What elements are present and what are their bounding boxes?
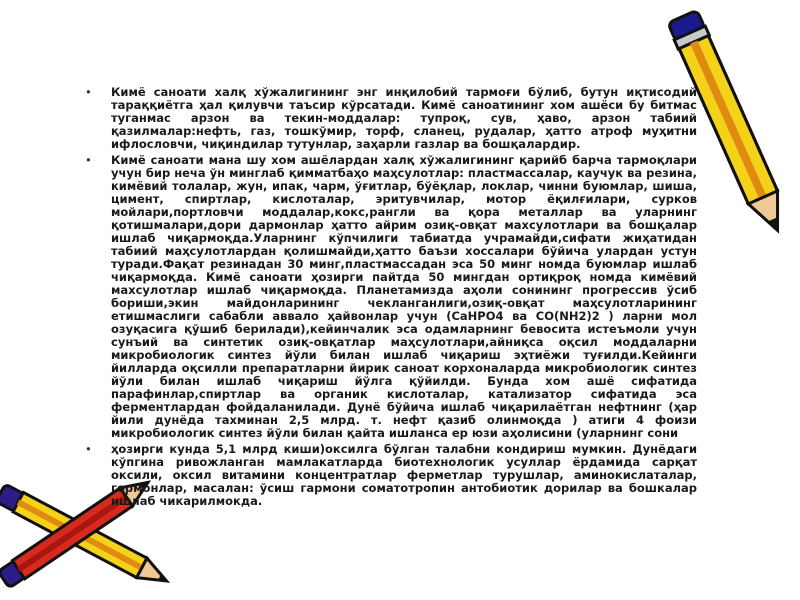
bullet-marker: •	[85, 85, 92, 99]
bullet-marker: •	[85, 442, 92, 456]
paragraph-3	[85, 443, 697, 508]
bullet-marker: •	[85, 153, 92, 167]
paragraph-text: ҳозирги кунда 5,1 млрд киши)оксилга бўлган талабни кондириш мумкин. Дунёдаги кўпгина ривожланган мамлакатларда биотехнологик усуллар ёрдамида сарқат оксили, оксил витамини концентратлар ферметлар турушлар, аминокислаталар, гормонлар, масалан: ўсиш гармони соматотропин антобиотик дорилар ва бошкалар ишлаб чикарилмокда.	[111, 442, 697, 508]
paragraph-text: Кимё саноати мана шу хом ашёлардан халқ хўжалигининг қарийб барча тармоқлари учун бир неча ўн минглаб қимматбаҳо маҳсулотлар: пластмассалар, каучук ва резина, кимёвий толалар, жун, ипак, чарм, ўғитлар, бўёқлар, локлар, чинни буюмлар, шиша, цимент, спиртлар, кислоталар, эритувчилар, мотор ёқилғилари, сурков мойлари,портловчи моддалар,кокс,рангли ва қора металлар ва уларнинг қотишмалари,дори дармонлар ҳатто айрим озиқ-овқат махсулотлари ва бошқалар ишлаб чиқармоқда.Уларнинг кўпчилиги табиатда учрамайди,сифати жиҳатидан табиий маҳсулотлардан қолишмайди,ҳатто баъзи хоссалари бўйича улардан устун туради.Фақат резинадан 30 минг,пластмассадан эса 50 минг номда буюмлар ишлаб чиқармоқда. Кимё саноати ҳозирги пайтда 50 мингдан ортиқроқ номда кимёвий махсулотлар ишлаб чиқармоқда. Планетамизда аҳоли сонининг прогрессив ўсиб бориши,экин майдонларининг чекланганлиги,озиқ-овқат маҳсулотларининг етишмаслиги сабабли аввало ҳайвонлар учун (СаНРО4 ва СО(NН2)2 ) ларни мол озуқасига қўшиб берилади),кейинчалик эса одамларнинг бевосита истеъмоли учун сунъий ва синтетик озиқ-овқатлар маҳсулотлари,айниқса оқсил моддаларни микробиологик синтез йўли билан ишлаб чиқариш эҳтиёжи туғилди.Кейинги йилларда оқсилли препаратларни йирик саноат корхоналарда микробиологик синтез йўли билан ишлаб чиқариш йўлга қўйилди. Бунда хом ашё сифатида парафинлар,спиртлар ва органик кислоталар, катализатор сифатида эса ферментлардан фойдаланилади. Дунё бўйича ишлаб чиқарилаётган нефтнинг (ҳар йили дунёда тахминан 2,5 млрд. т. нефт қазиб олинмоқда ) атиги 4 фоизи микробиологик синтез йўли билан қайта ишланса ер юзи аҳолисини (уларнинг сони	[111, 153, 697, 440]
paragraph-text: Кимё саноати халқ хўжалигининг энг инқилобий тармоғи бўлиб, бутун иқтисодий тараққиётга ҳал қилувчи таъсир кўрсатади. Кимё саноатининг хом ашёси бу битмас туганмас арзон ва текин-моддалар: тупроқ, сув, ҳаво, арзон табиий қазилмалар:нефть, газ, тошкўмир, торф, сланец, рудалар, ҳатто атроф муҳитни ифлословчи, чиқиндилар тутунлар, заҳарли газлар ва бошқалардир.	[111, 85, 697, 151]
text-content	[85, 86, 697, 511]
paragraph-2	[85, 154, 697, 440]
paragraph-1	[85, 86, 697, 151]
